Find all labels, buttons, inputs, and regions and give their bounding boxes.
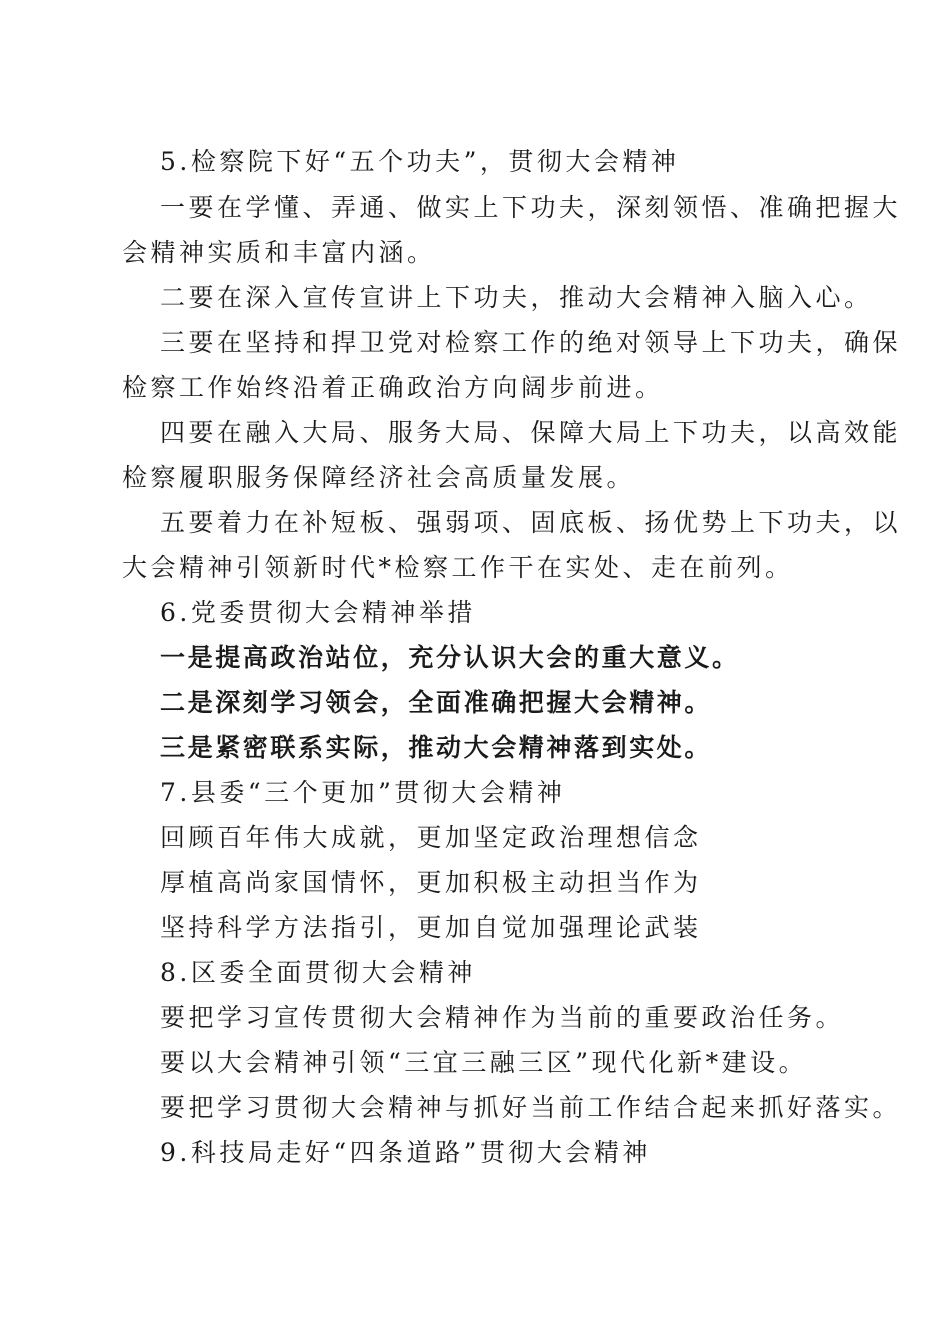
paragraph-line: 二是深刻学习领会，全面准确把握大会精神。 (160, 688, 713, 717)
paragraph-line: 一是提高政治站位，充分认识大会的重大意义。 (160, 643, 740, 672)
paragraph-line: 厚植高尚家国情怀，更加积极主动担当作为 (160, 868, 702, 897)
paragraph-line: 三是紧密联系实际，推动大会精神落到实处。 (160, 733, 713, 762)
section-6-heading: 6.党委贯彻大会精神举措 (160, 598, 476, 627)
paragraph-line: 要把学习宣传贯彻大会精神作为当前的重要政治任务。 (160, 1003, 845, 1032)
paragraph-line: 坚持科学方法指引，更加自觉加强理论武装 (160, 913, 702, 942)
section-9-heading: 9.科技局走好“四条道路”贯彻大会精神 (160, 1138, 651, 1167)
section-5-heading: 5.检察院下好“五个功夫”，贯彻大会精神 (160, 147, 680, 176)
section-7-heading: 7.县委“三个更加”贯彻大会精神 (160, 778, 566, 807)
paragraph-line: 二要在深入宣传宣讲上下功夫，推动大会精神入脑入心。 (160, 283, 873, 312)
paragraph-line: 要把学习贯彻大会精神与抓好当前工作结合起来抓好落实。 (160, 1093, 902, 1122)
paragraph-line: 回顾百年伟大成就，更加坚定政治理想信念 (160, 823, 702, 852)
section-8-heading: 8.区委全面贯彻大会精神 (160, 958, 476, 987)
paragraph-line: 四要在融入大局、服务大局、保障大局上下功夫，以高效能 (160, 418, 902, 447)
paragraph-line: 三要在坚持和捍卫党对检察工作的绝对领导上下功夫，确保 (160, 328, 902, 357)
paragraph-line: 五要着力在补短板、强弱项、固底板、扬优势上下功夫，以 (160, 508, 902, 537)
paragraph-line: 要以大会精神引领“三宜三融三区”现代化新*建设。 (160, 1048, 808, 1077)
paragraph-line: 会精神实质和丰富内涵。 (122, 238, 436, 267)
paragraph-line: 大会精神引领新时代*检察工作干在实处、走在前列。 (122, 553, 794, 582)
paragraph-line: 检察履职服务保障经济社会高质量发展。 (122, 463, 636, 492)
paragraph-line: 一要在学懂、弄通、做实上下功夫，深刻领悟、准确把握大 (160, 193, 902, 222)
paragraph-line: 检察工作始终沿着正确政治方向阔步前进。 (122, 373, 664, 402)
